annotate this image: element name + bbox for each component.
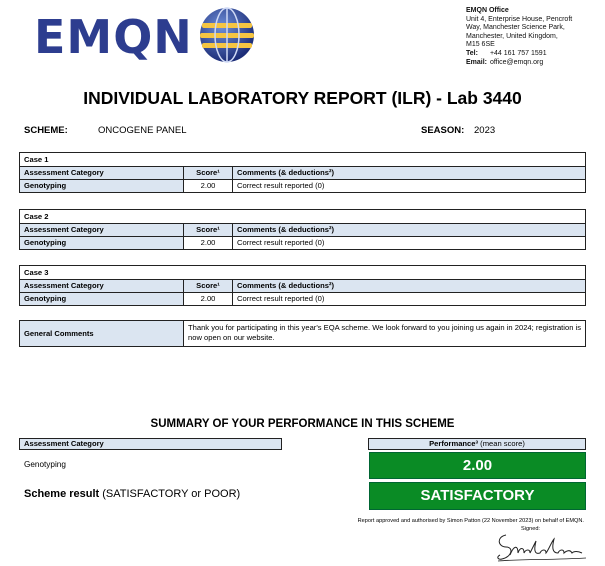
performance-header-sub: (mean score) xyxy=(480,439,525,448)
tel-value: +44 161 757 1591 xyxy=(489,49,547,57)
page-title: INDIVIDUAL LABORATORY REPORT (ILR) - Lab 3440 xyxy=(83,88,522,108)
performance-header-label: Performance³ xyxy=(429,439,479,448)
address-line: Unit 4, Enterprise House, Pencroft xyxy=(466,15,573,23)
season-value: 2023 xyxy=(474,125,496,136)
case-box xyxy=(19,265,586,306)
emqn-logo: EMQN xyxy=(34,10,193,64)
comments-header: Comments (& deductions²) xyxy=(237,225,335,234)
performance-header xyxy=(368,438,586,450)
address-line: Way, Manchester Science Park, xyxy=(466,24,565,32)
case-title: Case 2 xyxy=(20,210,585,224)
case-header-row xyxy=(20,167,585,180)
tel-label: Tel: xyxy=(466,49,478,57)
summary-category: Genotyping xyxy=(24,460,66,469)
case-category: Genotyping xyxy=(20,237,184,249)
category-header: Assessment Category xyxy=(20,224,184,236)
case-header-row xyxy=(20,224,585,237)
case-data-row xyxy=(20,237,585,249)
scheme-result-badge: SATISFACTORY xyxy=(369,482,586,510)
address-line: Manchester, United Kingdom, xyxy=(466,32,558,40)
case-comment: Correct result reported (0) xyxy=(237,238,325,247)
case-score: 2.00 xyxy=(184,180,233,192)
comments-header: Comments (& deductions²) xyxy=(237,281,335,290)
general-comments-box xyxy=(19,320,586,347)
mean-score-badge: 2.00 xyxy=(369,452,586,479)
case-box xyxy=(19,152,586,193)
score-header: Score¹ xyxy=(184,167,233,179)
score-header: Score¹ xyxy=(184,224,233,236)
case-comment: Correct result reported (0) xyxy=(237,181,325,190)
case-score: 2.00 xyxy=(184,293,233,305)
general-comments-label: General Comments xyxy=(20,321,184,346)
approval-note: Report approved and authorised by Simon Patton (22 November 2023) on behalf of EMQN. xyxy=(357,518,584,524)
case-category: Genotyping xyxy=(20,293,184,305)
globe-logo-icon xyxy=(198,6,256,64)
case-data-row xyxy=(20,293,585,305)
scheme-result-label xyxy=(24,488,240,500)
scheme-value: ONCOGENE PANEL xyxy=(98,125,187,136)
case-title: Case 1 xyxy=(20,153,585,167)
comments-header: Comments (& deductions²) xyxy=(237,168,335,177)
scheme-result-hint: (SATISFACTORY or POOR) xyxy=(102,488,241,500)
category-header: Assessment Category xyxy=(20,280,184,292)
signed-label: Signed: xyxy=(521,526,540,532)
case-header-row xyxy=(20,280,585,293)
case-box xyxy=(19,209,586,250)
scheme-result-title: Scheme result xyxy=(24,488,100,500)
case-comment: Correct result reported (0) xyxy=(237,294,325,303)
office-contact-block xyxy=(466,7,572,67)
season-label: SEASON: xyxy=(421,125,465,136)
signature-image xyxy=(492,527,588,563)
case-score: 2.00 xyxy=(184,237,233,249)
general-comments-text: Thank you for participating in this year's EQA scheme. We look forward to you joining us again in 2024; registration is now open on our website. xyxy=(188,323,582,342)
scheme-label: SCHEME: xyxy=(24,125,68,136)
case-title: Case 3 xyxy=(20,266,585,280)
score-header: Score¹ xyxy=(184,280,233,292)
summary-category-header: Assessment Category xyxy=(19,438,282,450)
email-label: Email: xyxy=(466,58,488,66)
summary-title: SUMMARY OF YOUR PERFORMANCE IN THIS SCHEME xyxy=(150,418,455,430)
email-link[interactable]: office@emqn.org xyxy=(489,58,544,66)
address-line: M15 6SE xyxy=(466,41,495,49)
case-category: Genotyping xyxy=(20,180,184,192)
case-data-row xyxy=(20,180,585,192)
category-header: Assessment Category xyxy=(20,167,184,179)
office-heading: EMQN Office xyxy=(466,7,509,14)
